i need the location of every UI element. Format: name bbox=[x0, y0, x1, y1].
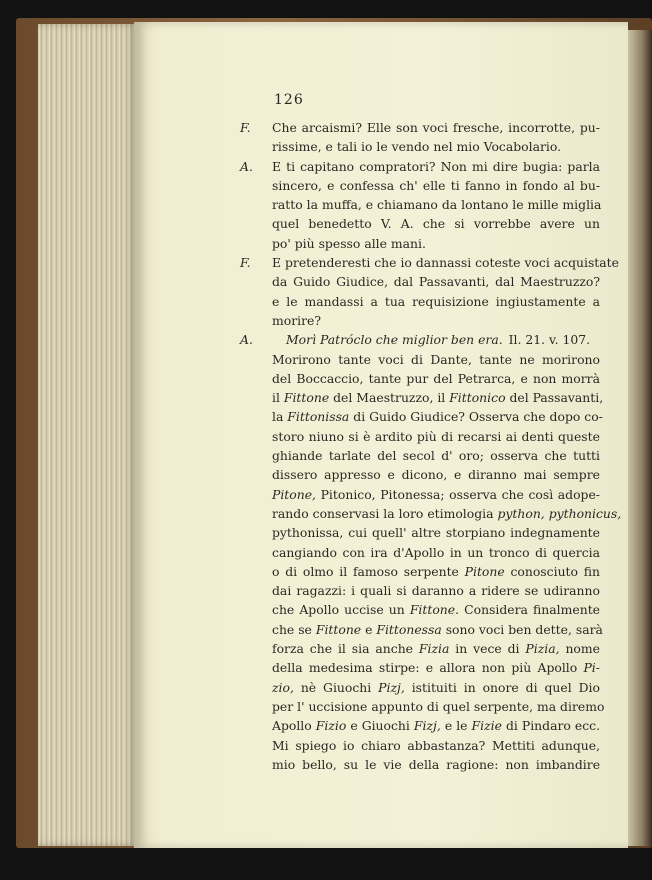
speaker-label: F. bbox=[240, 255, 251, 271]
text-line: storo niuno si è ardito più di recarsi ai denti queste bbox=[272, 428, 600, 444]
page-number: 126 bbox=[274, 92, 304, 108]
text-line: Pitone, Pitonico, Pitonessa; osserva che così adope- bbox=[272, 486, 600, 502]
text-line: E ti capitano compratori? Non mi dire bugia: parla bbox=[272, 158, 600, 174]
text-line: che se Fittone e Fittonessa sono voci ben dette, sarà bbox=[272, 621, 603, 637]
page-text bbox=[240, 118, 622, 774]
text-line: e le mandassi a tua requisizione ingiustamente a bbox=[272, 293, 600, 309]
text-line: sincero, e confessa ch' elle ti fanno in fondo al bu- bbox=[272, 177, 601, 193]
dialogue-text bbox=[272, 330, 622, 774]
text-line: quel benedetto V. A. che si vorrebbe avere un bbox=[272, 216, 600, 232]
text-line: ghiande tarlate del secol d' oro; osserva che tutti bbox=[272, 448, 600, 464]
dialogue-text bbox=[272, 118, 600, 157]
text-line: del Boccaccio, tante pur del Petrarca, e non morrà bbox=[272, 370, 600, 386]
text-line: morire? bbox=[272, 312, 321, 328]
text-line: mio bello, su le vie della ragione: non imbandire bbox=[272, 756, 601, 772]
text-line: po' più spesso alle mani. bbox=[272, 235, 426, 251]
text-line: Mi spiego io chiaro abbastanza? Mettiti adunque, bbox=[272, 737, 601, 753]
dialogue-text bbox=[272, 157, 600, 253]
text-line: della medesima stirpe: e allora non più Apollo Pi- bbox=[272, 660, 600, 676]
dialogue-entry bbox=[240, 118, 600, 157]
text-line: rissime, e tali io le vendo nel mio Vocabolario. bbox=[272, 139, 562, 155]
text-line: pythonissa, cui quell' altre storpiano indegnamente bbox=[272, 525, 600, 541]
text-line: Morirono tante voci di Dante, tante ne morirono bbox=[272, 351, 600, 367]
text-line: Apollo Fizio e Giuochi Fizj, e le Fizie di Pindaro ecc. bbox=[272, 718, 601, 734]
text-line: la Fittonissa di Guido Giudice? Osserva che dopo co- bbox=[272, 409, 603, 425]
text-line: forza che il sia anche Fizia in vece di Pizia, nome bbox=[272, 641, 600, 657]
dialogue-text bbox=[272, 253, 619, 330]
page-edges bbox=[38, 24, 138, 846]
speaker-label: F. bbox=[240, 120, 251, 135]
text-line: da Guido Giudice, dal Passavanti, dal Maestruzzo? bbox=[272, 274, 600, 290]
text-line: per l' uccisione appunto di quel serpente, ma diremo bbox=[272, 698, 605, 714]
right-page-edge bbox=[628, 30, 652, 846]
text-line: che Apollo uccise un Fittone. Considera finalmente bbox=[272, 602, 600, 618]
speaker-label: A. bbox=[240, 158, 253, 174]
speaker-label: A. bbox=[240, 332, 253, 348]
dialogue-entry bbox=[240, 253, 619, 330]
text-line: E pretenderesti che io dannassi coteste voci acquistate bbox=[272, 255, 619, 271]
text-line: dissero appresso e dicono, e diranno mai sempre bbox=[272, 467, 600, 483]
quote-reference: Il. 21. v. 107. bbox=[508, 332, 591, 348]
homer-quote: Morì Patróclo che miglior ben era. bbox=[286, 332, 503, 348]
text-line: ratto la muffa, e chiamano da lontano le mille miglia bbox=[272, 197, 602, 213]
text-line: Che arcaismi? Elle son voci fresche, incorrotte, pu- bbox=[272, 120, 600, 135]
text-line: o di olmo il famoso serpente Pitone conosciuto fin bbox=[272, 563, 600, 579]
text-line: rando conservasi la loro etimologia python, pythonicus, bbox=[272, 505, 622, 521]
text-line: cangiando con ira d'Apollo in un tronco di quercia bbox=[272, 544, 600, 560]
dialogue-entry bbox=[240, 330, 622, 774]
text-line: dai ragazzi: i quali si daranno a ridere se udiranno bbox=[272, 583, 600, 599]
text-line: zio, nè Giuochi Pizj, istituiti in onore di quel Dio bbox=[272, 679, 600, 695]
dialogue-entry bbox=[240, 157, 602, 253]
text-line: il Fittone del Maestruzzo, il Fittonico del Passavanti, bbox=[272, 390, 604, 406]
